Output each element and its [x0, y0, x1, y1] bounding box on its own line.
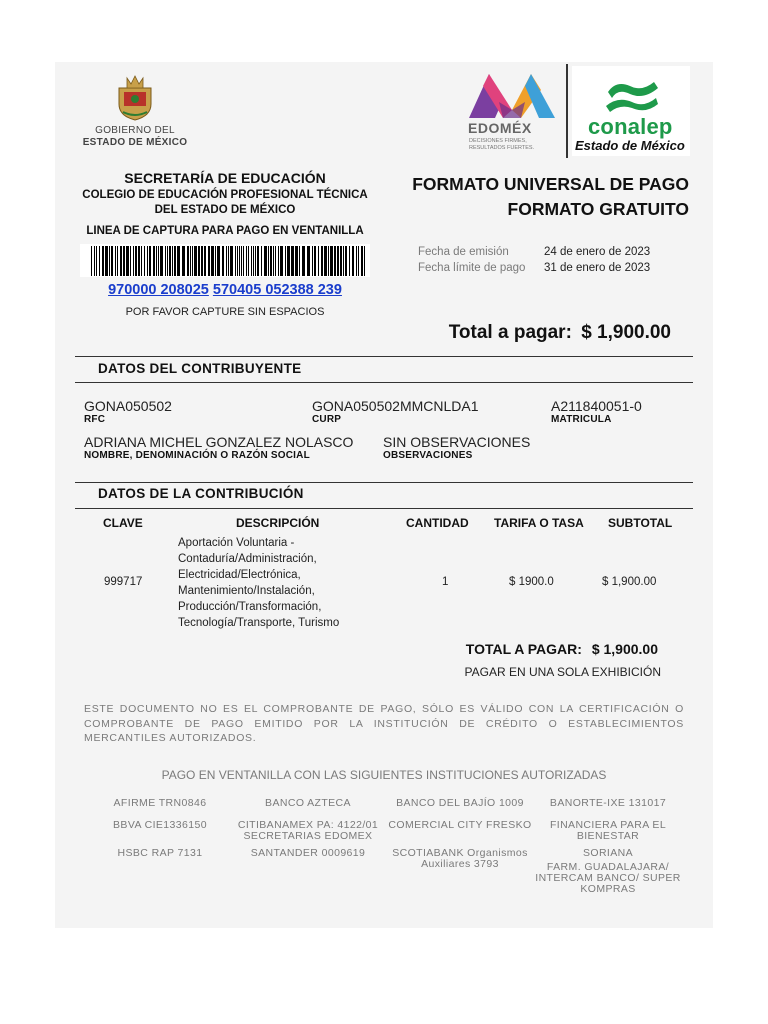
barcode-bar [228, 246, 229, 276]
bank-city-fresko: COMERCIAL CITY FRESKO [388, 819, 532, 831]
exhibicion-note: PAGAR EN UNA SOLA EXHIBICIÓN [464, 665, 661, 679]
banks-col-3 [385, 798, 535, 870]
contribuyente-top-rule [75, 356, 693, 357]
barcode-bar [130, 246, 131, 276]
barcode-bar [149, 246, 151, 276]
rfc-label: RFC [84, 414, 106, 425]
barcode-bar [255, 246, 256, 276]
barcode-bar [105, 246, 108, 276]
edomex-m-icon [469, 70, 555, 120]
barcode-bar [291, 246, 294, 276]
gobierno-emblem [115, 74, 155, 122]
barcode-bar [253, 246, 254, 276]
barcode-bar [237, 246, 238, 276]
bank-farm-guadalajara: FARM. GUADALAJARA/ INTERCAM BANCO/ SUPER KOMPRAS [535, 861, 681, 895]
barcode-bar [261, 246, 262, 276]
barcode-bar [340, 246, 342, 276]
barcode-bar [275, 246, 276, 276]
barcode-bar [337, 246, 339, 276]
barcode-bar [356, 246, 357, 276]
barcode-bar [343, 246, 344, 276]
barcode-bar [299, 246, 300, 276]
curp-label: CURP [312, 414, 342, 425]
desc-line-2: Contaduría/Administración, [178, 553, 317, 565]
barcode-bar [318, 246, 319, 276]
barcode-bar [330, 246, 333, 276]
barcode-bar [312, 246, 313, 276]
cell-tarifa: $ 1900.0 [509, 576, 554, 588]
cell-subtotal: $ 1,900.00 [602, 576, 657, 588]
contribuyente-bottom-rule [75, 382, 693, 383]
barcode-bar [190, 246, 191, 276]
total-top [443, 322, 671, 344]
bank-azteca: BANCO AZTECA [265, 797, 351, 809]
barcode-bar [328, 246, 329, 276]
total-top-value: $ 1,900.00 [581, 322, 671, 343]
barcode-bar [251, 246, 252, 276]
barcode-bar [241, 246, 242, 276]
edomex-brand: EDOMÉX [468, 120, 532, 136]
cell-clave: 999717 [104, 576, 143, 588]
bank-bbva: BBVA CIE1336150 [113, 819, 207, 831]
logo-divider [566, 64, 568, 158]
bank-banorte: BANORTE-IXE 131017 [549, 797, 667, 809]
format-title [385, 172, 689, 222]
th-descripcion: DESCRIPCIÓN [236, 516, 320, 530]
cell-descripcion [178, 535, 339, 631]
barcode-bar [204, 246, 206, 276]
date-emission-row [418, 244, 650, 260]
total-bottom [435, 641, 658, 657]
institution-line2: COLEGIO DE EDUCACIÓN PROFESIONAL TÉCNICA [82, 189, 368, 201]
barcode-bar [156, 246, 157, 276]
barcode-bar [302, 246, 305, 276]
observaciones-label: OBSERVACIONES [383, 450, 473, 461]
rfc-field [84, 398, 172, 425]
barcode-bar [99, 246, 100, 276]
bank-hsbc: HSBC RAP 7131 [117, 847, 203, 859]
barcode-bar [174, 246, 176, 276]
barcode-bar [115, 246, 116, 276]
nombre-value: ADRIANA MICHEL GONZALEZ NOLASCO [84, 434, 354, 450]
gobierno-label [73, 125, 197, 149]
barcode-bar [211, 246, 214, 276]
barcode-bar [230, 246, 233, 276]
edomex-slogan-line1: DECISIONES FIRMES, [469, 138, 527, 144]
conalep-logo [572, 66, 690, 156]
total-bottom-value: $ 1,900.00 [591, 641, 658, 657]
observaciones-field [383, 434, 530, 461]
barcode-bar [158, 246, 159, 276]
dates-block [418, 244, 650, 276]
institution-block [65, 170, 385, 218]
gobierno-line1: GOBIERNO DEL [95, 125, 175, 136]
matricula-value: A211840051-0 [551, 398, 642, 414]
barcode-bar [264, 246, 267, 276]
banks-col-1 [95, 798, 225, 859]
nombre-label: NOMBRE, DENOMINACIÓN O RAZÓN SOCIAL [84, 450, 310, 461]
barcode-bar [273, 246, 274, 276]
barcode-bar [123, 246, 125, 276]
barcode-bar [248, 246, 249, 276]
barcode-bar [126, 246, 129, 276]
bank-scotiabank: SCOTIABANK Organismos Auxiliares 3793 [392, 847, 528, 870]
barcode-bar [349, 246, 350, 276]
contribucion-top-rule [75, 482, 693, 483]
edomex-logo [463, 70, 563, 160]
conalep-emblem-icon [602, 78, 662, 114]
barcode-bar [198, 246, 200, 276]
barcode-bar [287, 246, 290, 276]
institution-line1: SECRETARÍA DE EDUCACIÓN [124, 170, 326, 186]
barcode-bar [141, 246, 142, 276]
contribuyente-title: DATOS DEL CONTRIBUYENTE [98, 361, 302, 376]
conalep-brand: conalep [588, 114, 673, 139]
bank-bajio: BANCO DEL BAJÍO 1009 [396, 797, 524, 809]
nombre-field [84, 434, 353, 461]
payment-form-page [55, 62, 713, 928]
capture-code-part1[interactable]: 970000 208025 [108, 282, 209, 298]
barcode-bar [91, 246, 92, 276]
th-subtotal: SUBTOTAL [608, 516, 673, 530]
th-cantidad: CANTIDAD [406, 516, 469, 530]
barcode-bar [314, 246, 316, 276]
curp-field [312, 398, 479, 425]
desc-line-1: Aportación Voluntaria - [178, 537, 295, 549]
barcode-bar [324, 246, 327, 276]
contribucion-title: DATOS DE LA CONTRIBUCIÓN [98, 486, 304, 501]
th-tarifa: TARIFA O TASA [494, 516, 584, 530]
barcode-bar [160, 246, 163, 276]
barcode-bar [226, 246, 227, 276]
barcode-bar [165, 246, 166, 276]
barcode-bar [268, 246, 269, 276]
matricula-field [551, 398, 642, 425]
th-clave: CLAVE [103, 516, 143, 530]
barcode-bar [187, 246, 189, 276]
barcode-bar [278, 246, 279, 276]
bank-santander: SANTANDER 0009619 [250, 847, 366, 859]
gobierno-line2: ESTADO DE MÉXICO [82, 137, 188, 148]
barcode-bar [177, 246, 180, 276]
barcode-bar [182, 246, 185, 276]
capture-note: POR FAVOR CAPTURE SIN ESPACIOS [125, 306, 325, 318]
barcode-bar [217, 246, 220, 276]
barcode-bar [208, 246, 210, 276]
barcode-bar [111, 246, 113, 276]
barcode-bar [239, 246, 240, 276]
barcode-bar [243, 246, 244, 276]
rfc-value: GONA050502 [84, 398, 172, 414]
curp-value: GONA050502MMCNLDA1 [312, 398, 479, 414]
edomex-slogan [469, 138, 534, 152]
barcode-bar [358, 246, 359, 276]
capture-code [65, 282, 385, 298]
bank-citibanamex: CITIBANAMEX PA: 4122/01 SECRETARIAS EDOMEX [237, 819, 379, 842]
barcode-icon [91, 246, 367, 276]
banks-col-4 [533, 798, 683, 895]
barcode-bar [117, 246, 118, 276]
bank-afirme: AFIRME TRN0846 [113, 797, 207, 809]
barcode-bar [321, 246, 323, 276]
barcode-bar [235, 246, 236, 276]
barcode-bar [201, 246, 203, 276]
barcode-bar [352, 246, 354, 276]
edomex-slogan-line2: RESULTADOS FUERTES. [469, 145, 535, 151]
desc-line-5: Producción/Transformación, [178, 601, 322, 613]
barcode-bar [215, 246, 216, 276]
barcode-bar [138, 246, 140, 276]
barcode-bar [345, 246, 347, 276]
format-title-line2: FORMATO GRATUITO [507, 199, 689, 219]
barcode-bar [147, 246, 148, 276]
barcode-bar [285, 246, 286, 276]
disclaimer: ESTE DOCUMENTO NO ES EL COMPROBANTE DE PAGO, SÓLO ES VÁLIDO CON LA CERTIFICACIÓN O COMPROBANTE DE PAGO EMITIDO POR LA INSTITUCIÓN DE CRÉDITO O ESTABLECIMIENTOS MERCANTILES AUTORIZADOS. [84, 703, 684, 744]
barcode-bar [257, 246, 259, 276]
barcode-bar [280, 246, 283, 276]
barcode-bar [246, 246, 247, 276]
desc-line-3: Electricidad/Electrónica, [178, 569, 301, 581]
banks-col-2 [233, 798, 383, 859]
total-bottom-label: TOTAL A PAGAR: [465, 641, 582, 657]
barcode-bar [94, 246, 95, 276]
barcode-bar [361, 246, 363, 276]
date-emission-value: 24 de enero de 2023 [544, 246, 651, 258]
bank-financiera: FINANCIERA PARA EL BIENESTAR [549, 819, 667, 842]
capture-title: LINEA DE CAPTURA PARA PAGO EN VENTANILLA [86, 225, 364, 237]
format-title-line1: FORMATO UNIVERSAL DE PAGO [412, 174, 689, 194]
matricula-label: MATRICULA [551, 414, 612, 425]
barcode-bar [295, 246, 298, 276]
barcode-bar [102, 246, 104, 276]
desc-line-4: Mantenimiento/Instalación, [178, 585, 315, 597]
barcode-bar [133, 246, 134, 276]
barcode-bar [194, 246, 197, 276]
barcode-bar [96, 246, 97, 276]
barcode-bar [192, 246, 193, 276]
date-limit-label: Fecha límite de pago [418, 262, 526, 274]
date-limit-row [418, 260, 650, 276]
conalep-subtitle: Estado de México [575, 138, 685, 153]
date-limit-value: 31 de enero de 2023 [544, 262, 651, 274]
barcode-bar [364, 246, 365, 276]
observaciones-value: SIN OBSERVACIONES [383, 434, 531, 450]
bank-soriana: SORIANA [582, 847, 634, 859]
barcode-bar [334, 246, 336, 276]
barcode-bar [144, 246, 145, 276]
banks-title: PAGO EN VENTANILLA CON LAS SIGUIENTES INSTITUCIONES AUTORIZADAS [161, 768, 607, 782]
barcode-bar [153, 246, 155, 276]
barcode [80, 244, 370, 277]
total-top-label: Total a pagar: [448, 322, 572, 343]
barcode-bar [109, 246, 110, 276]
institution-line3: DEL ESTADO DE MÉXICO [154, 204, 296, 216]
desc-line-6: Tecnología/Transporte, Turismo [178, 617, 340, 629]
barcode-bar [222, 246, 224, 276]
barcode-bar [172, 246, 173, 276]
barcode-bar [270, 246, 272, 276]
coat-of-arms-icon [115, 74, 155, 122]
barcode-bar [169, 246, 171, 276]
date-emission-label: Fecha de emisión [418, 246, 509, 258]
barcode-bar [135, 246, 137, 276]
barcode-bar [120, 246, 122, 276]
cell-cantidad: 1 [442, 576, 449, 588]
barcode-bar [167, 246, 168, 276]
capture-code-part2[interactable]: 570405 052388 239 [212, 282, 342, 298]
barcode-bar [307, 246, 310, 276]
contribucion-bottom-rule [75, 508, 693, 509]
